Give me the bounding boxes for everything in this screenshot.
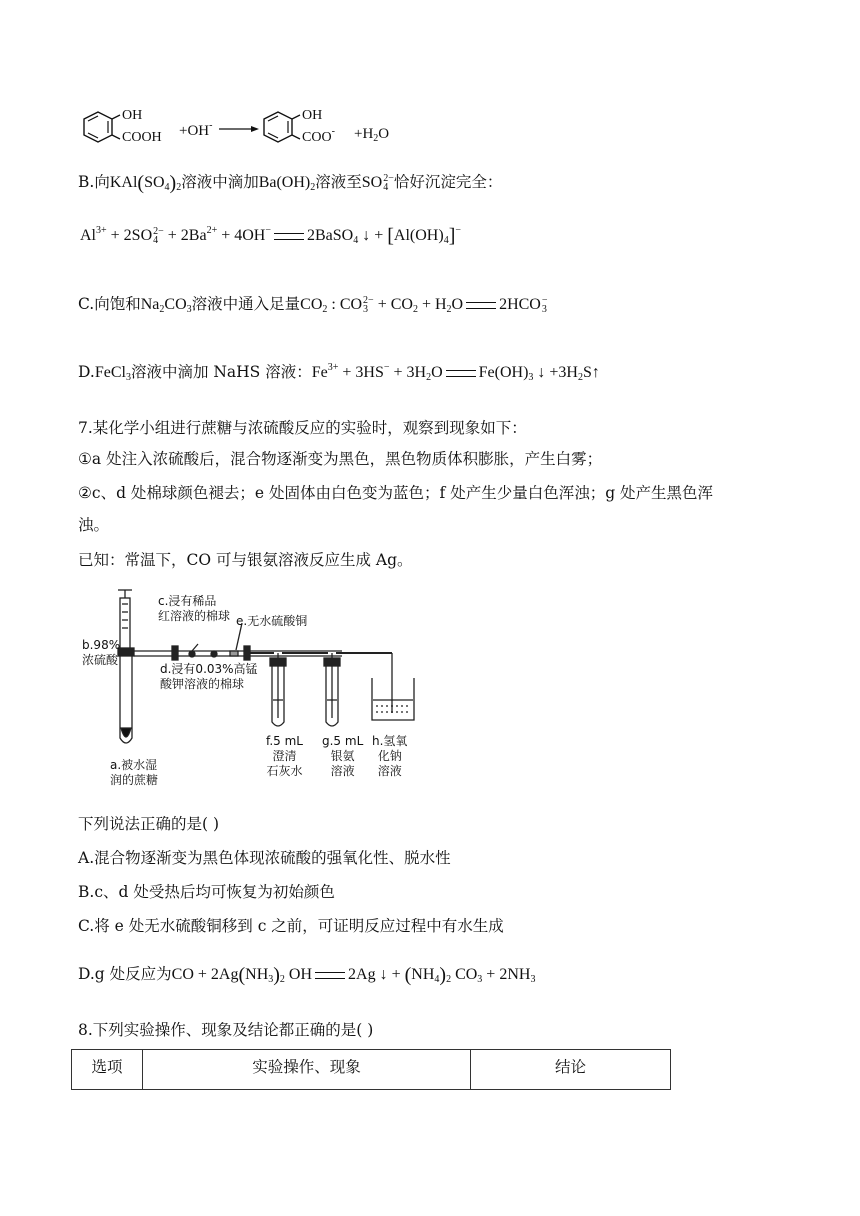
q7-observation-2-line2: 浊。: [78, 516, 110, 534]
option-d-line: D.FeCl$_3$溶液中滴加 NaHS 溶液：$Fe^{3+} + 3HS^- + 3H_2O$ $Fe(OH)_3$ ↓ $+3H_2S↑$: [78, 362, 600, 383]
option-b-text3: 恰好沉淀完全：: [393, 173, 503, 191]
option-b-text1: 溶液中滴加: [181, 173, 259, 191]
q7-option-c: C.将 e 处无水硫酸铜移到 c 之前，可证明反应过程中有水生成: [78, 917, 504, 935]
q7-option-d-label: D.g 处反应为: [78, 965, 172, 983]
q7-observation-1: ①a 处注入浓硫酸后，混合物逐渐变为黑色，黑色物质体积膨胀，产生白雾；: [78, 450, 603, 468]
option-b-label: B.向: [78, 173, 110, 191]
table-header-operation: 实验操作、现象: [143, 1050, 471, 1090]
reactant-cooh-label: COOH: [122, 130, 162, 145]
option-b-line: B.向$KAl(SO_4)_2$溶液中滴加$Ba(OH)_2$溶液至SO 2− 4 恰好沉淀完全：: [78, 172, 503, 194]
label-d: d.浸有0.03%高锰 酸钾溶液的棉球: [160, 662, 258, 691]
q7-option-b: B.c、d 处受热后均可恢复为初始颜色: [78, 883, 335, 901]
option-b-text2: 溶液至: [315, 173, 362, 191]
table-header-conclusion: 结论: [471, 1050, 671, 1090]
option-b-equation: $Al^{3+} + 2SO$ 2− 4 + $2Ba^{2+} + 4OH^-$ 2BaSO$_4$ ↓ + $[Al(OH)_4]^-$: [80, 225, 461, 247]
product-coo-label: COO-: [302, 126, 335, 145]
label-c: c.浸有稀品 红溶液的棉球: [158, 594, 231, 623]
option-d-text1: 溶液中滴加 NaHS 溶液：: [130, 363, 312, 381]
q7-option-a: A.混合物逐渐变为黑色体现浓硫酸的强氧化性、脱水性: [78, 849, 451, 867]
plus-water: $+H_2O$: [354, 126, 390, 144]
q7-option-d: D.g 处反应为CO + $2Ag(NH_3)_2$ OH 2Ag ↓ + $(NH_4)_2$ $CO_3 + 2NH_3$: [78, 964, 536, 986]
q7-prompt: 下列说法正确的是( ): [78, 815, 220, 833]
option-c-line: C.向饱和$Na_2CO_3$溶液中通入足量$CO_2$ : CO 2− 3 + $CO_2 + H_2O$ 2HCO − 3: [78, 295, 548, 316]
table-header-option: 选项: [72, 1050, 143, 1090]
q7-observation-2-line1: ②c、d 处棉球颜色褪去；e 处固体由白色变为蓝色；f 处产生少量白色浑浊；g 处产生黑色浑: [78, 484, 714, 502]
plus-hydroxide: +OH-: [179, 120, 213, 139]
table-header-row: [72, 1050, 671, 1090]
option-a-equation: [76, 110, 406, 156]
label-e: e.无水硫酸铜: [236, 614, 308, 628]
reactant-oh-label: OH: [122, 108, 143, 123]
apparatus-figure: [80, 588, 420, 793]
option-c-text1: 溶液中通入足量: [191, 295, 301, 313]
option-d-label: D.: [78, 363, 95, 381]
q7-stem: 7.某化学小组进行蔗糖与浓硫酸反应的实验时，观察到现象如下：: [78, 419, 527, 437]
label-g: g.5 mL 银氨 溶液: [322, 734, 364, 778]
option-c-label: C.向饱和: [78, 295, 141, 313]
q7-known: 已知：常温下，CO 可与银氨溶液反应生成 Ag。: [78, 551, 413, 569]
q8-stem: 8.下列实验操作、现象及结论都正确的是( ): [78, 1021, 374, 1039]
label-h: h.氢氧 化钠 溶液: [372, 734, 408, 778]
label-b: b.98% 浓硫酸: [82, 638, 121, 667]
label-a: a.被水湿 润的蔗糖: [110, 758, 159, 787]
label-f: f.5 mL 澄清 石灰水: [266, 734, 303, 778]
product-oh-label: OH: [302, 108, 323, 123]
q8-table: [71, 1049, 671, 1090]
